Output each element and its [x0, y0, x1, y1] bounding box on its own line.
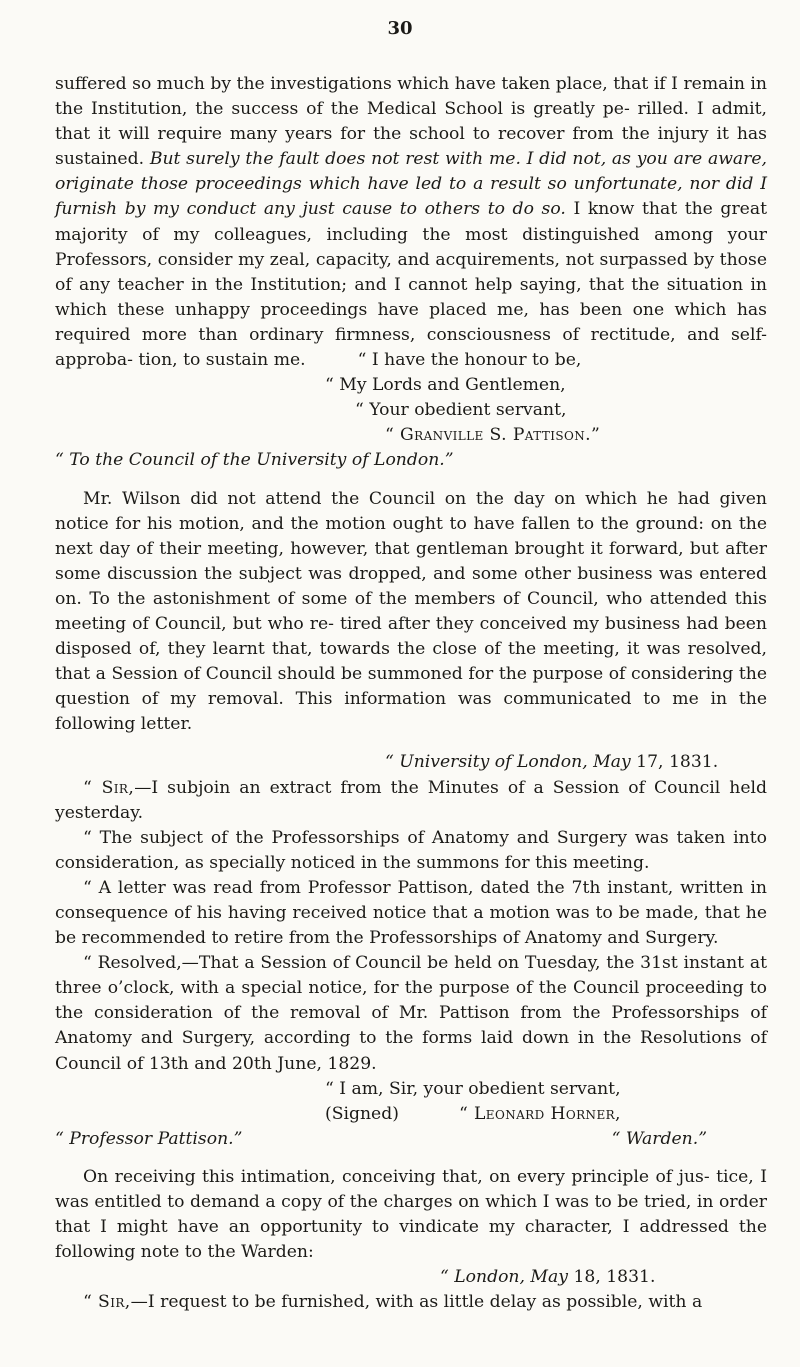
- addressee: “ Professor Pattison.”: [55, 1128, 243, 1149]
- paragraph-text: I know that the great majority of my colleagues, including the most distinguished among your Professors, consider my zeal, capacity, and acquirements, not surpassed by those of any teacher in the Institution; and I cannot help saying, that the situation in which these unhappy proceedings have placed me, has been one which has required more than ordinary firmness, consciousness of rectitude, and self-approba- tion, to sustain me.: [55, 199, 767, 371]
- signature: “ Granville S. Pattison.”: [385, 425, 601, 446]
- page-number: 30: [387, 18, 413, 39]
- closing-line: “ I have the honour to be,: [357, 350, 582, 371]
- paragraph-intimation: On receiving this intimation, conceiving that, on every principle of jus- tice, I was entitled to demand a copy of the charges on which I was to be tried, in order that I might have an opportunity to vindicate my character, I addressed the following note to the Warden:: [55, 1166, 767, 1263]
- paragraph-letter-conclusion: [55, 72, 767, 373]
- letter-paragraph: “ The subject of the Professorships of Anatomy and Surgery was taken into consideration, as specially noticed in the summons for this meeting.: [55, 827, 767, 873]
- paragraph-text: suffered so much by the investigations which have taken place, that if I remain in the Institution, the success of the Medical School is greatly pe- rilled. I admit, that it will require many years for the school to recover from the injury it has sustained.: [55, 74, 767, 170]
- letter-closing: “ I am, Sir, your obedient servant,: [325, 1078, 621, 1099]
- letter-paragraph: “ Resolved,—That a Session of Council be held on Tuesday, the 31st instant at three o’clock, with a special notice, for the purpose of the Council proceeding to the consideration of the removal of Mr. Pattison from the Professorships of Anatomy and Surgery, according to the forms laid down in the Resolutions of Council of 13th and 20th June, 1829.: [55, 953, 767, 1074]
- addressee: “ To the Council of the University of London.”: [55, 450, 454, 471]
- body-text: [55, 72, 767, 1316]
- letter-dateline: “ London, May 18, 1831.: [440, 1267, 656, 1288]
- letter-dateline: “ University of London, May 17, 1831.: [385, 752, 719, 773]
- signer-name: “ Leonard Horner,: [458, 1103, 621, 1124]
- closing-salutation: “ My Lords and Gentlemen,: [325, 375, 566, 396]
- addressee-line: [55, 1127, 767, 1152]
- letter-salutation: “ Sir,—I subjoin an extract from the Minutes of a Session of Council held yesterday.: [55, 777, 767, 823]
- closing-servant: “ Your obedient servant,: [355, 400, 567, 421]
- signed-line: (Signed) “ Leonard Horner,: [325, 1103, 621, 1124]
- letter-salutation: “ Sir,—I request to be furnished, with as little delay as possible, with a: [83, 1292, 703, 1313]
- letter-paragraph: “ A letter was read from Professor Pattison, dated the 7th instant, written in consequence of his having received notice that a motion was to be made, that he be recommended to retire from the Professorships of Anatomy and Surgery.: [55, 877, 767, 949]
- emphasized-text: But surely the fault does not rest with me. I did not, as you are aware, originate those proceedings which have led to a result so unfortunate, nor did I furnish by my conduct any just cause to others to do so.: [55, 149, 768, 220]
- signer-title: “ Warden.”: [611, 1128, 707, 1149]
- paragraph-wilson: Mr. Wilson did not attend the Council on the day on which he had given notice for his motion, and the motion ought to have fallen to the ground: on the next day of their meeting, however, that gentleman brought it forward, but after some discussion the subject was dropped, and some other business was entered on. To the astonishment of some of the members of Council, who attended this meeting of Council, but who re- tired after they conceived my business had been disposed of, they learnt that, towards the close of the meeting, it was resolved, that a Session of Council should be summoned for the purpose of considering the question of my removal. This information was communicated to me in the following letter.: [55, 488, 767, 735]
